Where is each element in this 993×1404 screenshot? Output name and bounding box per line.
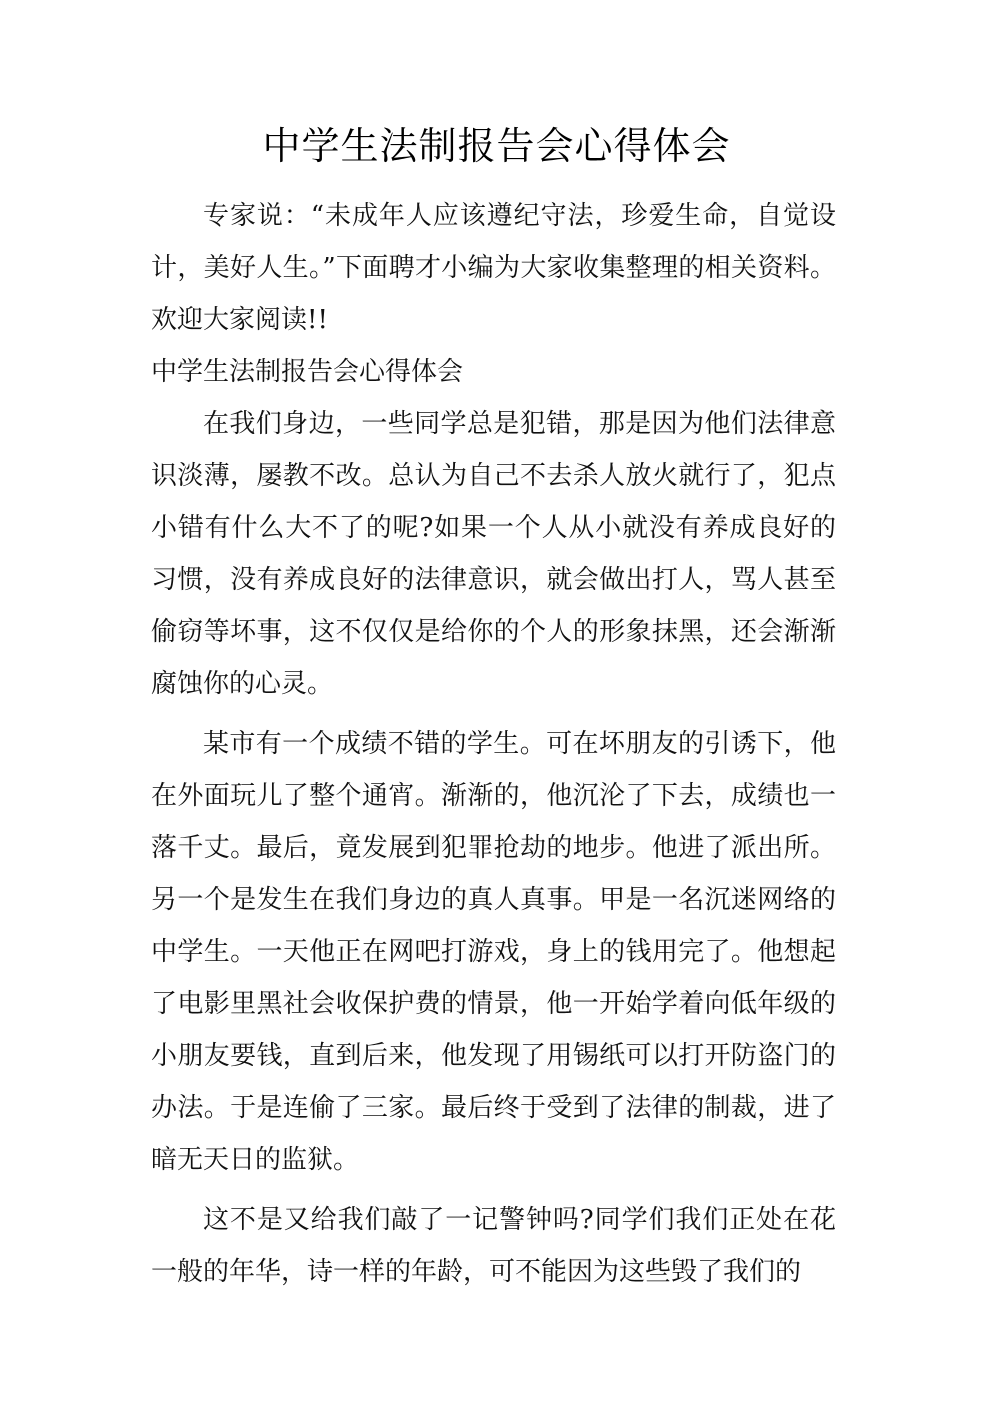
body-paragraph-2: 某市有一个成绩不错的学生。可在坏朋友的引诱下，他在外面玩儿了整个通宵。渐渐的，他沉沦了下去，成绩也一落千丈。最后，竟发展到犯罪抢劫的地步。他进了派出所。另一个是发生在我们身边的真人真事。甲是一名沉迷网络的中学生。一天他正在网吧打游戏，身上的钱用完了。他想起了电影里黑社会收保护费的情景，他一开始学着向低年级的小朋友要钱，直到后来，他发现了用锡纸可以打开防盗门的办法。于是连偷了三家。最后终于受到了法律的制裁，进了暗无天日的监狱。 (151, 729, 836, 1175)
document-body (151, 190, 836, 1298)
body-paragraph-3: 这不是又给我们敲了一记警钟吗?同学们我们正处在花一般的年华，诗一样的年龄，可不能因为这些毁了我们的 (151, 1205, 836, 1287)
intro-paragraph: 专家说：“未成年人应该遵纪守法，珍爱生命，自觉设计，美好人生。”下面聘才小编为大家收集整理的相关资料。欢迎大家阅读!! (151, 201, 836, 335)
section-subtitle: 中学生法制报告会心得体会 (151, 357, 464, 387)
body-paragraph-1: 在我们身边，一些同学总是犯错，那是因为他们法律意识淡薄，屡教不改。总认为自己不去杀人放火就行了，犯点小错有什么大不了的呢?如果一个人从小就没有养成良好的习惯，没有养成良好的法律意识，就会做出打人，骂人甚至偷窃等坏事，这不仅仅是给你的个人的形象抹黑，还会渐渐腐蚀你的心灵。 (151, 409, 836, 699)
document-title: 中学生法制报告会心得体会 (262, 124, 731, 168)
